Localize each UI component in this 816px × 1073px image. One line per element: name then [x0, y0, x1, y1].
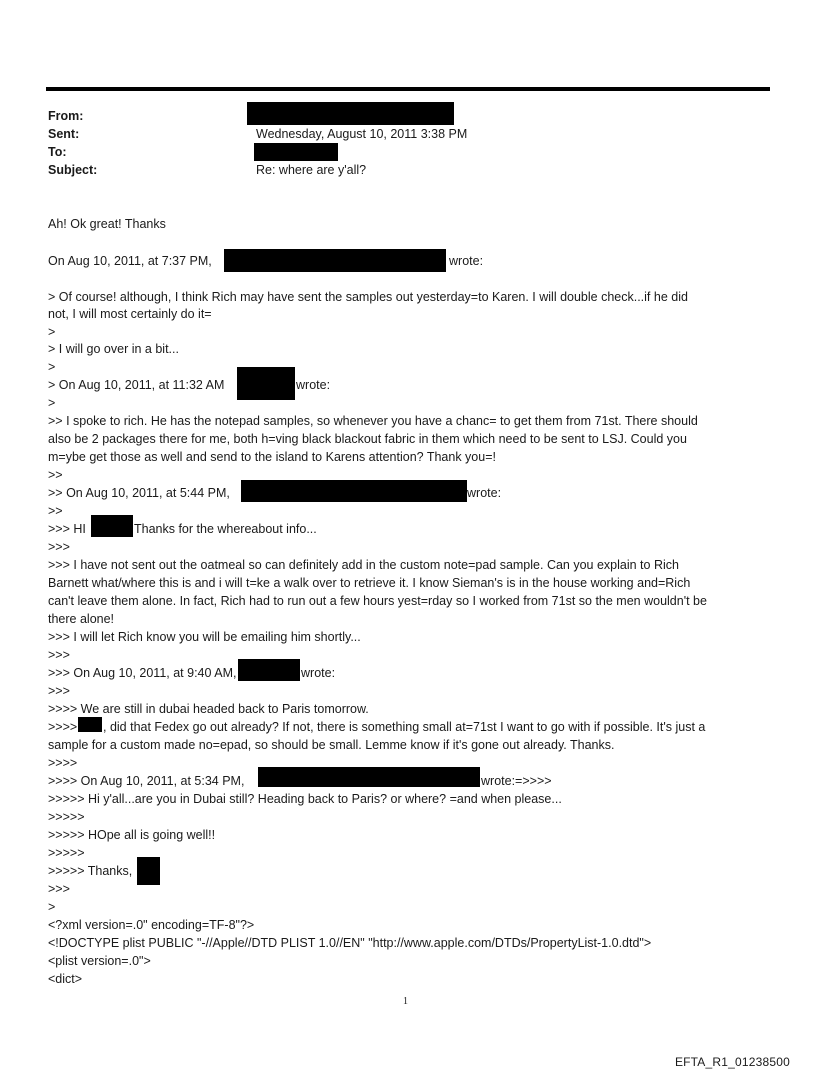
header-rule	[46, 87, 770, 91]
body-line: Thanks for the whereabout info...	[134, 522, 317, 536]
body-line: >>>>	[48, 720, 78, 734]
body-line: <!DOCTYPE plist PUBLIC "-//Apple//DTD PLIST 1.0//EN" "http://www.apple.com/DTDs/PropertyList-1.0.dtd">	[48, 936, 652, 950]
subject-value: Re: where are y'all?	[256, 163, 367, 177]
name-redaction	[78, 717, 102, 732]
body-line: >	[48, 360, 56, 374]
body-line: >>>>> Thanks,	[48, 864, 133, 878]
body-line: >>>	[48, 540, 70, 554]
body-line: <?xml version=.0" encoding=TF-8"?>	[48, 918, 255, 932]
from-redaction	[247, 102, 454, 125]
sent-value: Wednesday, August 10, 2011 3:38 PM	[256, 127, 468, 141]
body-line: >>	[48, 504, 63, 518]
body-line: >>> On Aug 10, 2011, at 9:40 AM,	[48, 666, 237, 680]
body-line: >>>>>	[48, 810, 85, 824]
body-line: <plist version=.0">	[48, 954, 151, 968]
sender-redaction	[258, 767, 480, 787]
body-line: m=ybe get those as well and send to the island to Karens attention? Thank you=!	[48, 450, 496, 464]
body-line: >>>>> HOpe all is going well!!	[48, 828, 216, 842]
to-redaction	[254, 143, 338, 161]
body-line: > Of course! although, I think Rich may have sent the samples out yesterday=to Karen. I will double check...if he did	[48, 290, 688, 304]
sent-label: Sent:	[48, 127, 80, 141]
body-line: >>>>>	[48, 846, 85, 860]
body-line: >>	[48, 468, 63, 482]
body-line: >>> I will let Rich know you will be emailing him shortly...	[48, 630, 361, 644]
name-redaction	[137, 857, 160, 885]
sender-redaction	[241, 480, 467, 502]
body-line: >>>>> Hi y'all...are you in Dubai still? Heading back to Paris? or where? =and when please...	[48, 792, 562, 806]
body-line: > On Aug 10, 2011, at 11:32 AM	[48, 378, 225, 392]
body-line: >	[48, 900, 56, 914]
body-line: >>>	[48, 882, 70, 896]
body-line: >>>> We are still in dubai headed back to Paris tomorrow.	[48, 702, 369, 716]
body-line: wrote:	[296, 378, 331, 392]
body-line: wrote:=>>>>	[481, 774, 552, 788]
page-number: 1	[403, 996, 408, 1007]
subject-label: Subject:	[48, 163, 98, 177]
body-line: also be 2 packages there for me, both h=ving black blackout fabric in them which need to be sent to LSJ. Could you	[48, 432, 687, 446]
body-line: , did that Fedex go out already? If not, there is something small at=71st I want to go with if possible. It's just a	[103, 720, 706, 734]
sender-redaction	[237, 367, 295, 400]
from-label: From:	[48, 109, 84, 123]
body-line: > I will go over in a bit...	[48, 342, 179, 356]
body-line: Ah! Ok great! Thanks	[48, 217, 166, 231]
body-line: <dict>	[48, 972, 83, 986]
sender-redaction	[238, 659, 300, 681]
body-line: >>>	[48, 684, 70, 698]
body-line: On Aug 10, 2011, at 7:37 PM,	[48, 254, 212, 268]
body-line: >> On Aug 10, 2011, at 5:44 PM,	[48, 486, 230, 500]
body-line: >	[48, 396, 56, 410]
body-line: >>>	[48, 648, 70, 662]
body-line: Barnett what/where this is and i will t=ke a walk over to retrieve it. I know Sieman's is in the house working and=Rich	[48, 576, 691, 590]
sender-redaction	[224, 249, 446, 272]
body-line: wrote:	[301, 666, 336, 680]
body-line: wrote:	[467, 486, 502, 500]
body-line: wrote:	[449, 254, 484, 268]
body-line: can't leave them alone. In fact, Rich had to run out a few hours yest=rday so I worked from 71st so the men wouldn't be	[48, 594, 707, 608]
body-line: >> I spoke to rich. He has the notepad samples, so whenever you have a chanc= to get them from 71st. There should	[48, 414, 698, 428]
body-line: >>>>	[48, 756, 78, 770]
body-line: not, I will most certainly do it=	[48, 307, 212, 321]
body-line: >	[48, 325, 56, 339]
body-line: >>> I have not sent out the oatmeal so can definitely add in the custom note=pad sample. Can you explain to Rich	[48, 558, 679, 572]
name-redaction	[91, 515, 133, 537]
body-line: sample for a custom made no=epad, so should be small. Lemme know if it's gone out already. Thanks.	[48, 738, 615, 752]
to-label: To:	[48, 145, 67, 159]
body-line: there alone!	[48, 612, 115, 626]
body-line: >>> HI	[48, 522, 86, 536]
body-line: >>>> On Aug 10, 2011, at 5:34 PM,	[48, 774, 245, 788]
bates-number: EFTA_R1_01238500	[674, 1055, 790, 1069]
